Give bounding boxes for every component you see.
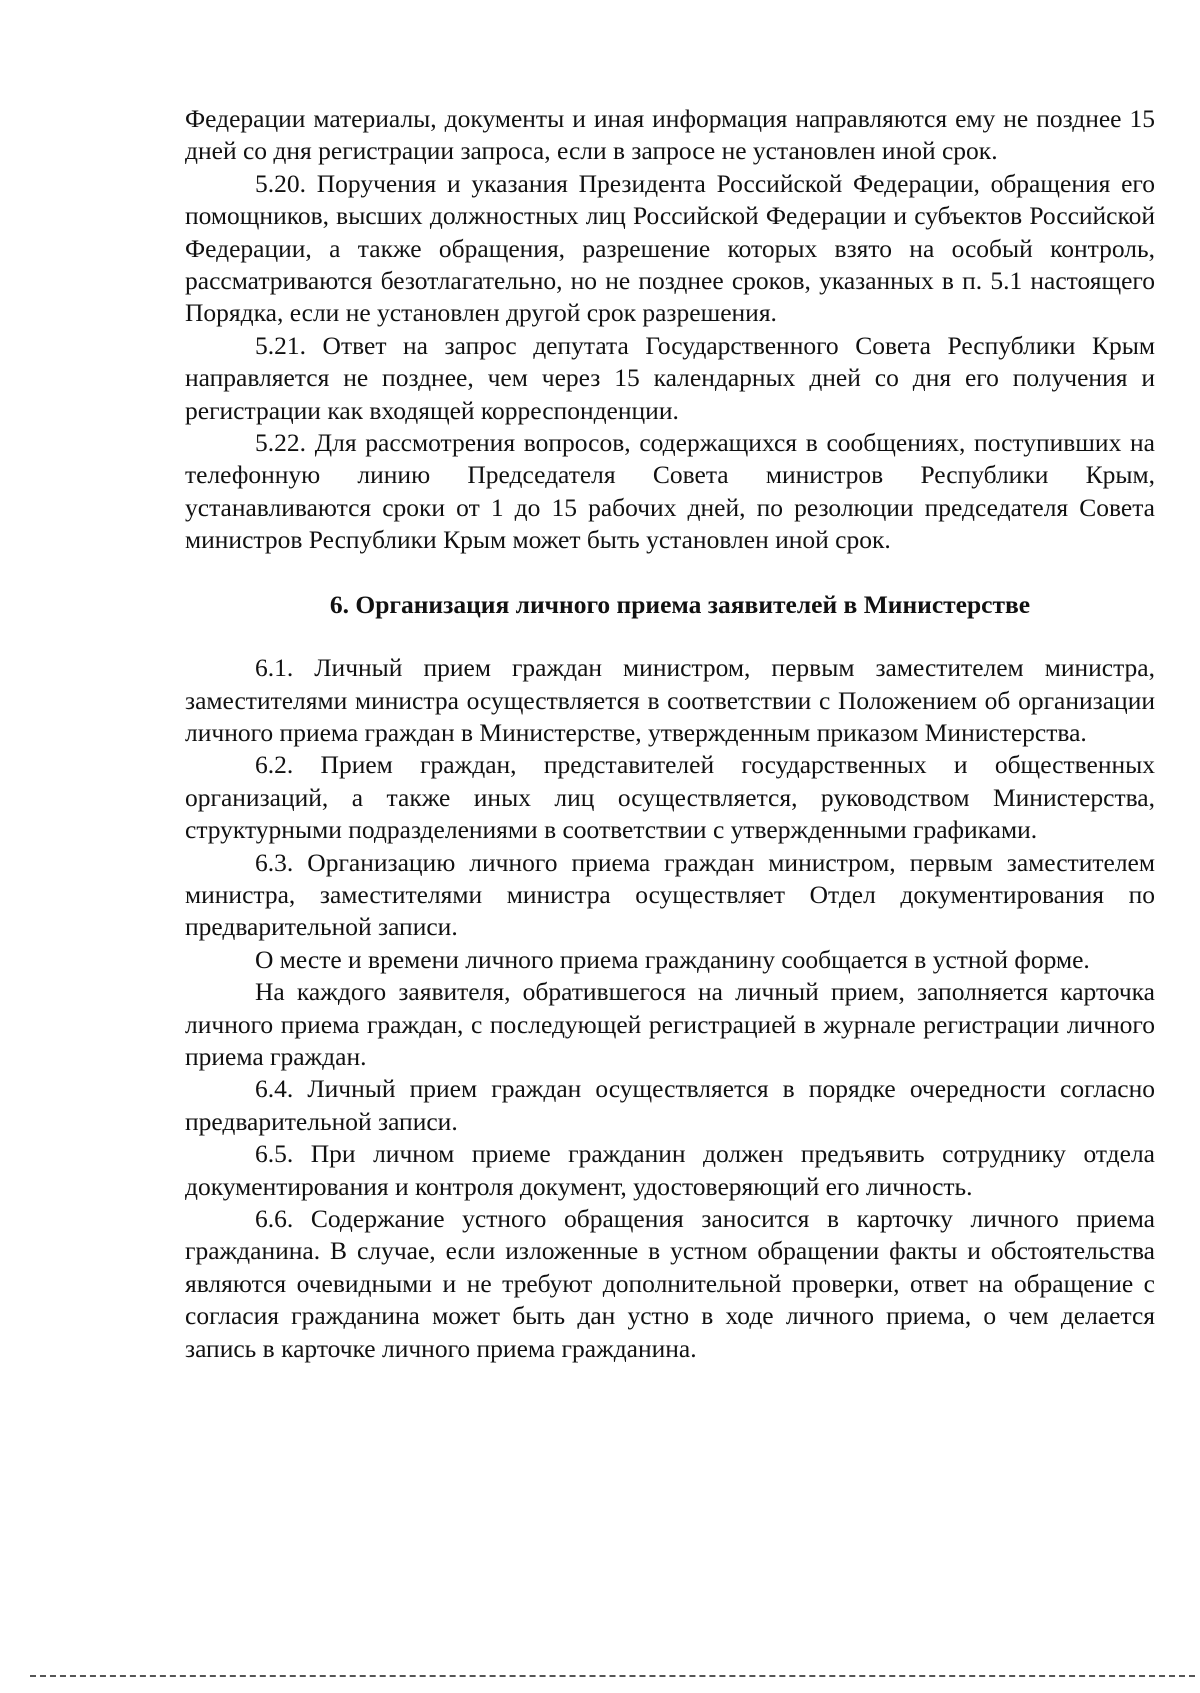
- section-heading-6: 6. Организация личного приема заявителей в Министерстве: [329, 589, 1031, 619]
- paragraph-6-6: 6.6. Содержание устного обращения заносится в карточку личного приема гражданина. В случае, если изложенные в устном обращении факты и обстоятельства являются очевидными и не требуют дополнительной проверки, ответ на обращение с согласия гражданина может быть дан устно в ходе личного приема, о чем делается запись в карточке личного приема гражданина.: [185, 1204, 1155, 1363]
- paragraph-6-1: 6.1. Личный прием граждан министром, первым заместителем министра, заместителями министра осуществляется в соответствии с Положением об организации личного приема граждан в Министерстве, утвержденным приказом Министерства.: [185, 653, 1155, 747]
- document-page: [185, 103, 1155, 1365]
- paragraph-5-20: 5.20. Поручения и указания Президента Российской Федерации, обращения его помощников, высших должностных лиц Российской Федерации и субъектов Российской Федерации, а также обращения, разрешение которых взято на особый контроль, рассматриваются безотлагательно, но не позднее сроков, указанных в п. 5.1 настоящего Порядка, если не установлен другой срок разрешения.: [185, 168, 1155, 328]
- paragraph-5-21: 5.21. Ответ на запрос депутата Государственного Совета Республики Крым направляется не позднее, чем через 15 календарных дней со дня его получения и регистрации как входящей корреспонденции.: [185, 330, 1155, 425]
- paragraph-6-3-place-time: О месте и времени личного приема гражданину сообщается в устной форме.: [255, 944, 1090, 974]
- paragraph-6-3: 6.3. Организацию личного приема граждан министром, первым заместителем министра, заместителями министра осуществляет Отдел документирования по предварительной записи.: [185, 847, 1155, 942]
- page-bottom-rule: [30, 1675, 1195, 1677]
- paragraph-6-2: 6.2. Прием граждан, представителей государственных и общественных организаций, а также иных лиц осуществляется, руководством Министерства, структурными подразделениями в соответствии с утвержденными графиками.: [185, 750, 1155, 845]
- paragraph-6-5: 6.5. При личном приеме гражданин должен предъявить сотруднику отдела документирования и контроля документ, удостоверяющий его личность.: [185, 1139, 1155, 1201]
- paragraph-6-4: 6.4. Личный прием граждан осуществляется в порядке очередности согласно предварительной записи.: [185, 1074, 1155, 1136]
- paragraph-6-3-card: На каждого заявителя, обратившегося на личный прием, заполняется карточка личного приема граждан, с последующей регистрацией в журнале регистрации личного приема граждан.: [185, 977, 1155, 1071]
- paragraph-5-22: 5.22. Для рассмотрения вопросов, содержащихся в сообщениях, поступивших на телефонную линию Председателя Совета министров Республики Крым, устанавливаются сроки от 1 до 15 рабочих дней, по резолюции председателя Совета министров Республики Крым может быть установлен иной срок.: [185, 428, 1155, 555]
- paragraph-5-19-continuation: Федерации материалы, документы и иная информация направляются ему не позднее 15 дней со дня регистрации запроса, если в запросе не установлен иной срок.: [185, 104, 1155, 166]
